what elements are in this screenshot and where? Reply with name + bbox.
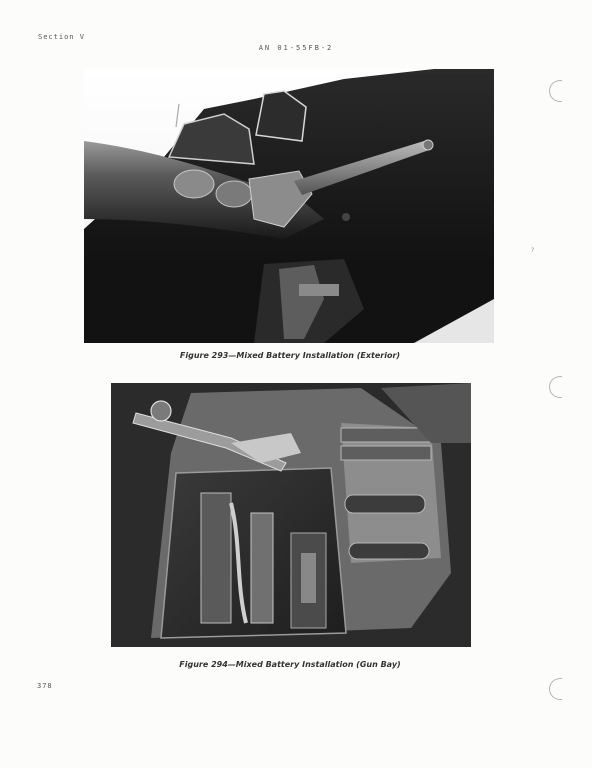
document-number: AN 01-55FB-2 bbox=[258, 44, 334, 52]
page-number: 378 bbox=[37, 682, 53, 690]
margin-mark: ? bbox=[531, 247, 535, 254]
wing-gun-bay-interior-photo bbox=[111, 383, 471, 647]
figure-293-photo bbox=[84, 69, 494, 343]
punch-hole-mark bbox=[549, 80, 562, 102]
figure-294-caption: Figure 294—Mixed Battery Installation (Gun Bay) bbox=[179, 660, 401, 669]
figure-294-photo bbox=[111, 383, 471, 647]
figure-293-caption: Figure 293—Mixed Battery Installation (Exterior) bbox=[179, 351, 401, 360]
section-label: Section V bbox=[38, 33, 85, 41]
punch-hole-mark bbox=[549, 678, 562, 700]
aircraft-wing-gun-exterior-photo bbox=[84, 69, 494, 343]
punch-hole-mark bbox=[549, 376, 562, 398]
